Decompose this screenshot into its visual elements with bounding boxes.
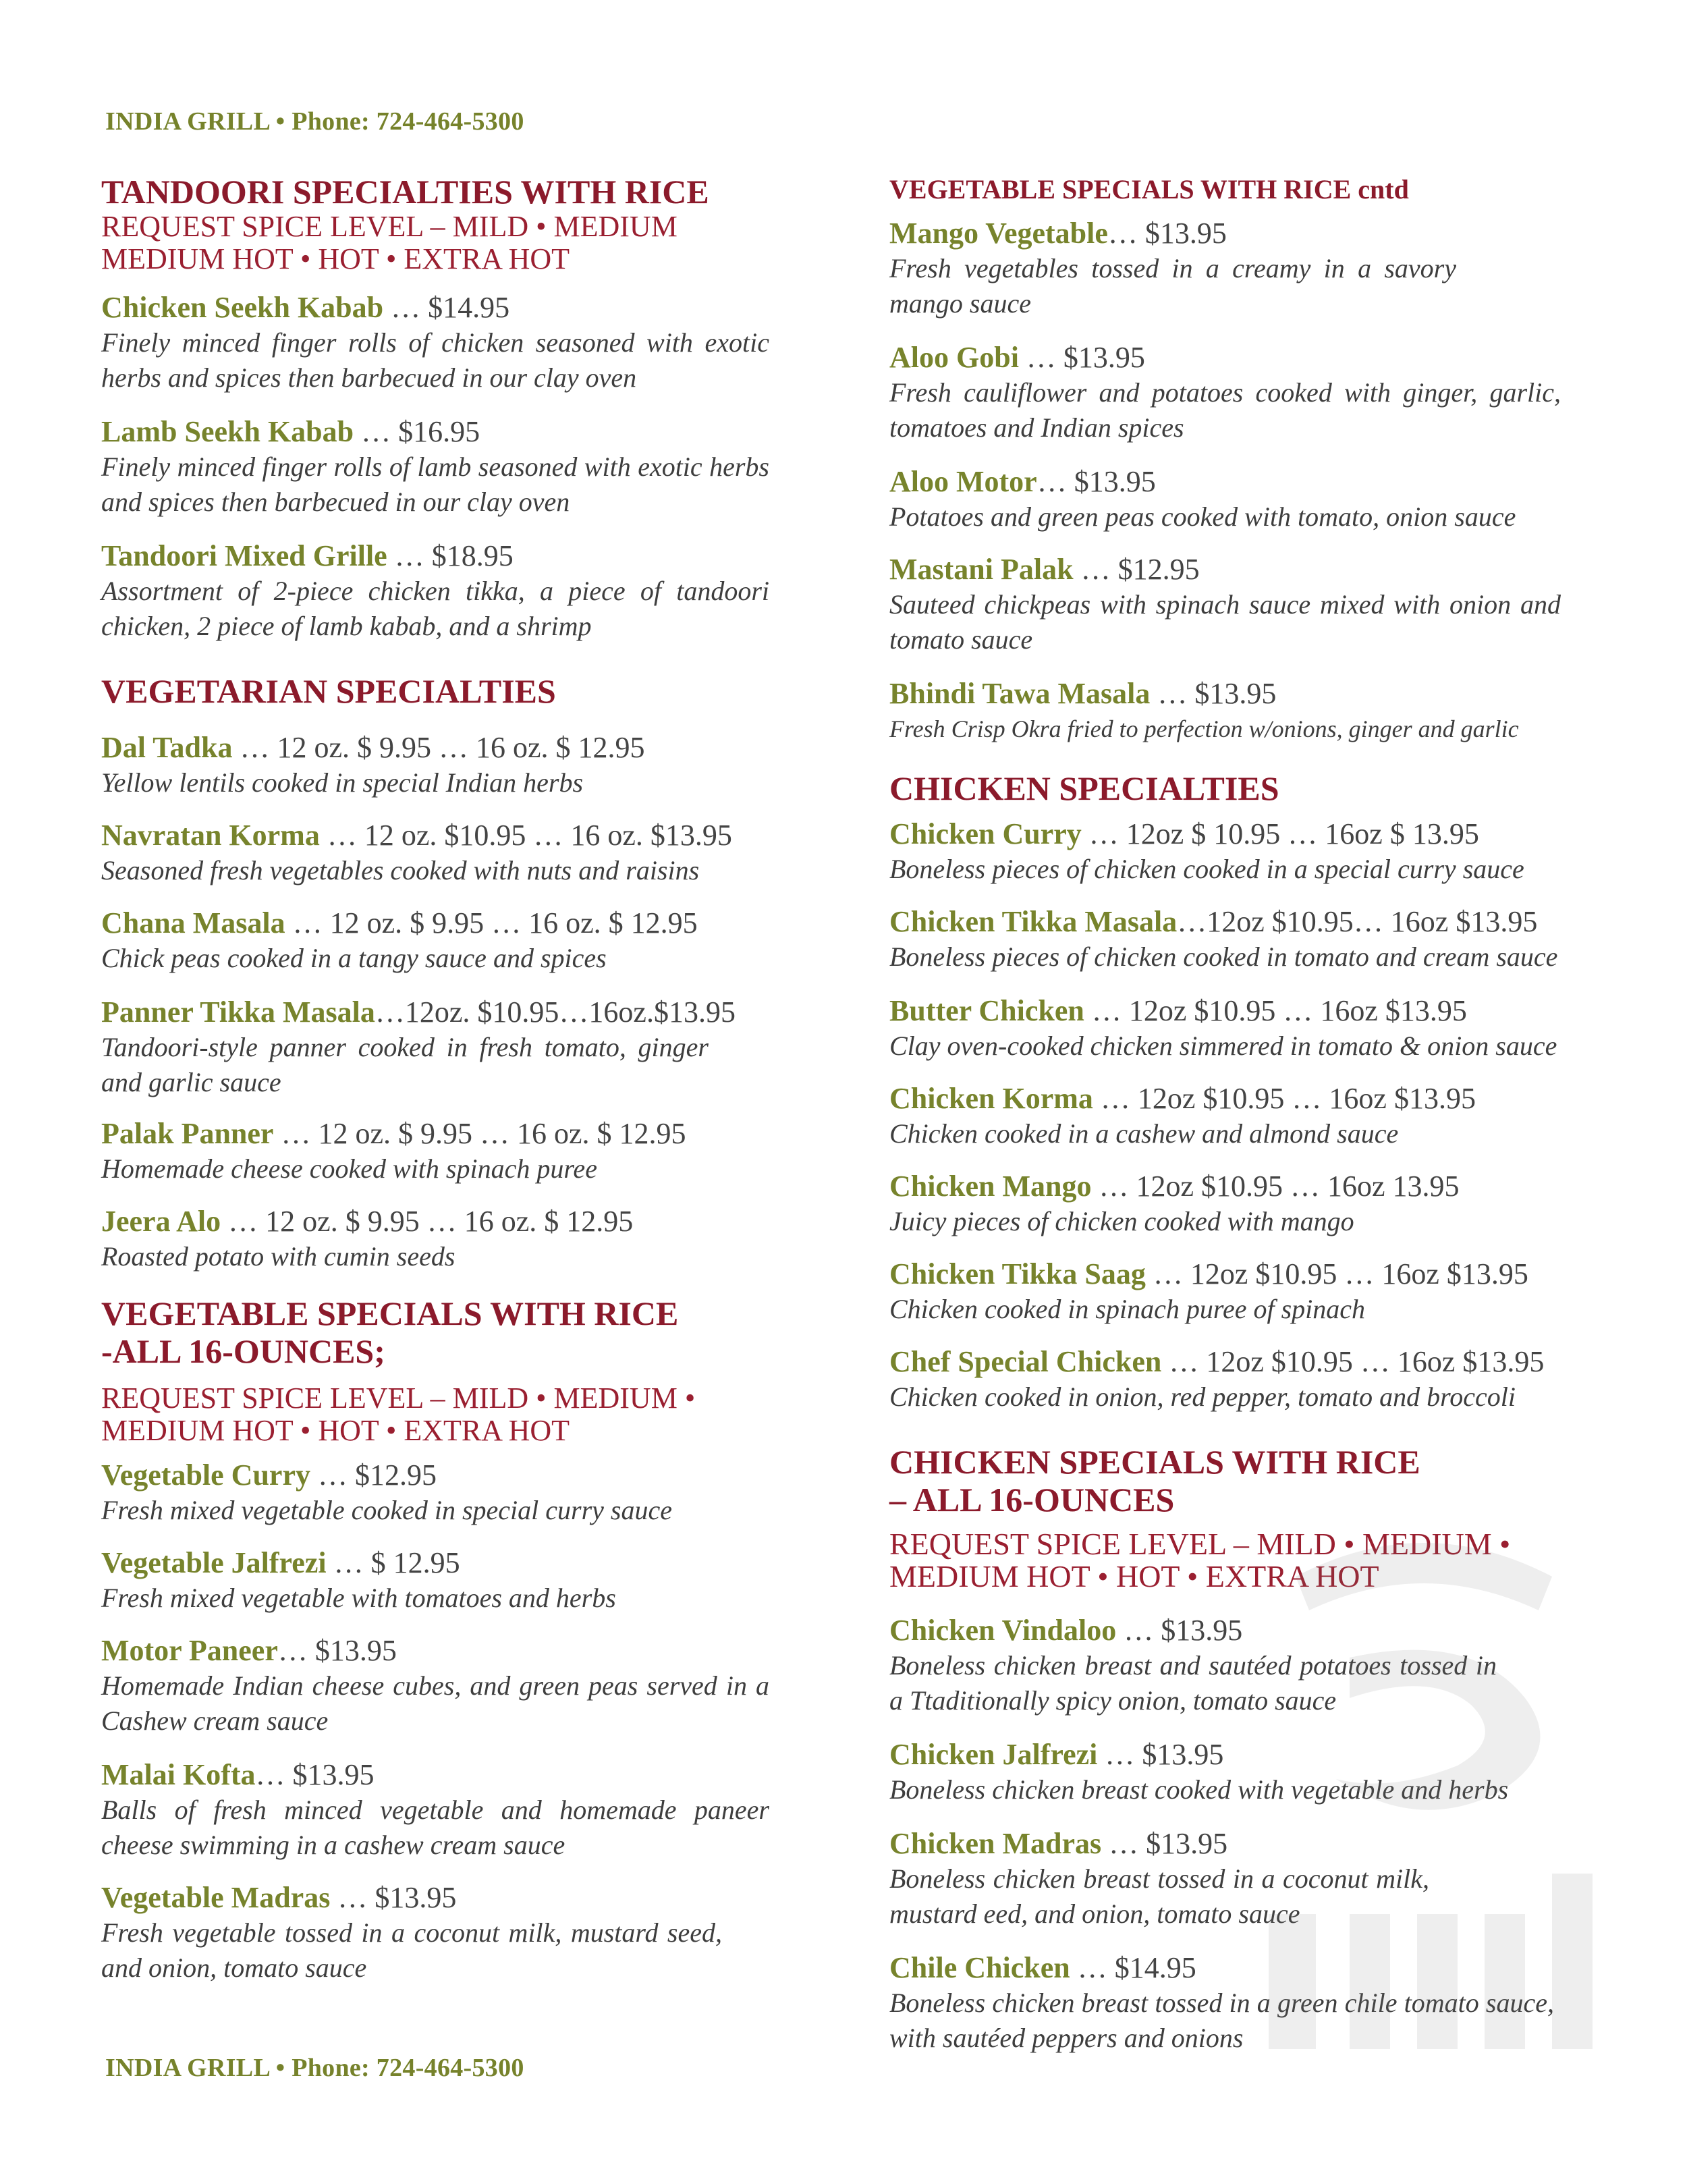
item-name: Chicken Mango <box>889 1170 1092 1203</box>
item-description: Fresh mixed vegetable cooked in special curry sauce <box>101 1495 672 1525</box>
section-title: TANDOORI SPECIALTIES WITH RICE <box>101 173 709 211</box>
menu-item <box>889 552 1561 657</box>
menu-item <box>889 340 1561 445</box>
item-name: Bhindi Tawa Masala <box>889 677 1151 710</box>
item-price: … $13.95 <box>1116 1614 1243 1647</box>
item-price: … 12oz $10.95 … 16oz 13.95 <box>1091 1170 1460 1203</box>
item-name: Mastani Palak <box>889 553 1074 586</box>
item-name: Butter Chicken <box>889 994 1084 1027</box>
servd-logo-icon <box>1215 1496 1633 2090</box>
item-description: Chick peas cooked in a tangy sauce and spices <box>101 943 607 973</box>
item-description: Boneless chicken breast cooked with vegetable and herbs <box>889 1774 1509 1805</box>
item-name: Chicken Seekh Kabab <box>101 291 384 324</box>
spice-level-note: MEDIUM HOT • HOT • EXTRA HOT <box>889 1559 1379 1593</box>
item-description: Juicy pieces of chicken cooked with mango <box>889 1206 1354 1236</box>
menu-item <box>101 1757 769 1863</box>
spice-level-note: REQUEST SPICE LEVEL – MILD • MEDIUM • <box>889 1527 1511 1561</box>
section-title-sub: -ALL 16-OUNCES; <box>101 1332 385 1370</box>
menu-item <box>101 414 769 520</box>
item-price: … 12 oz. $ 9.95 … 16 oz. $ 12.95 <box>273 1117 686 1150</box>
item-description: Chicken cooked in a cashew and almond sauce <box>889 1118 1399 1149</box>
menu-item <box>889 1257 1561 1327</box>
item-description: Balls of fresh minced vegetable and homemade paneer cheese swimming in a cashew cream sauce <box>101 1795 769 1860</box>
item-name: Vegetable Curry <box>101 1458 310 1492</box>
item-description: Finely minced finger rolls of chicken seasoned with exotic herbs and spices then barbecued in our clay oven <box>101 327 769 393</box>
item-price: … $13.95 <box>1101 1827 1228 1860</box>
item-price: …12oz. $10.95…16oz.$13.95 <box>375 995 736 1029</box>
spice-level-note: REQUEST SPICE LEVEL – MILD • MEDIUM • <box>101 1382 696 1415</box>
item-name: Dal Tadka <box>101 731 233 764</box>
section-title: CHICKEN SPECIALTIES <box>889 769 1279 807</box>
item-description: Boneless chicken breast tossed in a green chile tomato sauce, with sautéed peppers and onions <box>889 1988 1554 2053</box>
item-price: … $13.95 <box>1097 1738 1224 1771</box>
item-name: Chicken Tikka Masala <box>889 905 1178 938</box>
item-price: … 12 oz. $ 9.95 … 16 oz. $ 12.95 <box>232 731 645 764</box>
item-name: Chicken Tikka Saag <box>889 1257 1146 1290</box>
item-description: Fresh mixed vegetable with tomatoes and herbs <box>101 1583 616 1613</box>
item-price: … $13.95 <box>255 1758 375 1791</box>
item-description: Chicken cooked in spinach puree of spinach <box>889 1294 1365 1324</box>
item-name: Chile Chicken <box>889 1951 1070 1984</box>
item-description: Sauteed chickpeas with spinach sauce mixed with onion and tomato sauce <box>889 589 1561 655</box>
menu-item <box>889 1344 1561 1415</box>
item-description: Clay oven-cooked chicken simmered in tomato & onion sauce <box>889 1031 1557 1061</box>
item-description: Fresh Crisp Okra fried to perfection w/onions, ginger and garlic <box>889 715 1519 742</box>
menu-item <box>889 216 1456 321</box>
menu-item <box>889 993 1561 1064</box>
section-title: CHICKEN SPECIALS WITH RICE <box>889 1443 1420 1481</box>
item-price: … 12oz $10.95 … 16oz $13.95 <box>1084 994 1467 1027</box>
menu-item <box>889 1081 1561 1151</box>
section-title: VEGETABLE SPECIALS WITH RICE cntd <box>889 174 1409 204</box>
item-name: Aloo Gobi <box>889 341 1019 374</box>
item-description: Boneless pieces of chicken cooked in a special curry sauce <box>889 854 1524 884</box>
item-description: Tandoori-style panner cooked in fresh tomato, ginger and garlic sauce <box>101 1032 709 1097</box>
section-title: VEGETABLE SPECIALS WITH RICE <box>101 1294 679 1332</box>
menu-item <box>101 1546 769 1616</box>
item-description: Chicken cooked in onion, red pepper, tomato and broccoli <box>889 1382 1516 1412</box>
item-price: …12oz $10.95… 16oz $13.95 <box>1177 905 1538 938</box>
item-name: Chicken Korma <box>889 1082 1093 1115</box>
item-price: … 12 oz. $10.95 … 16 oz. $13.95 <box>319 819 732 852</box>
item-description: Fresh vegetables tossed in a creamy in a savory mango sauce <box>889 253 1456 319</box>
item-price: … $ 12.95 <box>326 1546 460 1579</box>
item-name: Chicken Vindaloo <box>889 1614 1117 1647</box>
item-name: Panner Tikka Masala <box>101 995 375 1029</box>
item-name: Chicken Madras <box>889 1827 1102 1860</box>
item-description: Finely minced finger rolls of lamb seasoned with exotic herbs and spices then barbecued in our clay oven <box>101 452 769 517</box>
item-name: Chicken Curry <box>889 817 1082 850</box>
menu-item <box>101 906 769 976</box>
item-price: … $13.95 <box>277 1634 397 1667</box>
menu-item <box>101 1116 769 1186</box>
item-description: Potatoes and green peas cooked with tomato, onion sauce <box>889 501 1516 532</box>
item-name: Vegetable Jalfrezi <box>101 1546 327 1579</box>
item-price: … 12 oz. $ 9.95 … 16 oz. $ 12.95 <box>285 906 698 939</box>
section-title: VEGETARIAN SPECIALTIES <box>101 672 556 710</box>
menu-item <box>101 1880 722 1986</box>
item-price: … $18.95 <box>387 539 514 572</box>
menu-item <box>101 290 769 395</box>
item-name: Aloo Motor <box>889 465 1037 498</box>
item-price: … $12.95 <box>310 1458 437 1492</box>
item-description: Fresh cauliflower and potatoes cooked with ginger, garlic, tomatoes and Indian spices <box>889 377 1561 443</box>
item-price: … 12oz $10.95 … 16oz $13.95 <box>1093 1082 1476 1115</box>
section-vegetable-specials-cntd <box>889 174 1561 205</box>
section-vegetable-specials <box>101 1294 769 1447</box>
menu-item <box>101 539 769 644</box>
item-name: Chana Masala <box>101 906 285 939</box>
page-header: INDIA GRILL • Phone: 724-464-5300 <box>105 107 524 136</box>
menu-item <box>101 818 769 888</box>
menu-item <box>889 676 1561 746</box>
item-price: … $16.95 <box>354 415 480 448</box>
item-name: Chef Special Chicken <box>889 1345 1162 1378</box>
section-tandoori <box>101 173 769 275</box>
item-price: … $14.95 <box>383 291 510 324</box>
section-chicken <box>889 769 1561 807</box>
item-name: Motor Paneer <box>101 1634 278 1667</box>
item-price: … 12oz $10.95 … 16oz $13.95 <box>1145 1257 1528 1290</box>
menu-item <box>101 995 736 1100</box>
item-name: Malai Kofta <box>101 1758 256 1791</box>
item-name: Jeera Alo <box>101 1205 221 1238</box>
item-price: … $12.95 <box>1073 553 1200 586</box>
menu-item <box>101 1458 769 1528</box>
item-price: … 12oz $ 10.95 … 16oz $ 13.95 <box>1081 817 1479 850</box>
item-description: Homemade cheese cooked with spinach puree <box>101 1153 597 1184</box>
item-description: Roasted potato with cumin seeds <box>101 1241 455 1272</box>
menu-item <box>101 730 769 800</box>
item-name: Navratan Korma <box>101 819 320 852</box>
menu-item <box>889 464 1561 535</box>
item-description: Assortment of 2-piece chicken tikka, a piece of tandoori chicken, 2 piece of lamb kabab, and a shrimp <box>101 576 769 641</box>
item-description: Boneless chicken breast tossed in a coconut milk, mustard eed, and onion, tomato sauce <box>889 1863 1429 1929</box>
item-description: Seasoned fresh vegetables cooked with nuts and raisins <box>101 855 700 885</box>
page-footer: INDIA GRILL • Phone: 724-464-5300 <box>105 2054 524 2082</box>
menu-item <box>889 904 1561 975</box>
section-title-sub: – ALL 16-OUNCES <box>889 1481 1175 1519</box>
item-name: Mango Vegetable <box>889 217 1108 250</box>
item-description: Yellow lentils cooked in special Indian herbs <box>101 767 584 798</box>
item-description: Boneless chicken breast and sautéed potatoes tossed in a Ttaditionally spicy onion, tomato sauce <box>889 1650 1497 1716</box>
spice-level-note: REQUEST SPICE LEVEL – MILD • MEDIUM <box>101 210 677 243</box>
item-name: Palak Panner <box>101 1117 274 1150</box>
item-price: … $14.95 <box>1070 1951 1196 1984</box>
menu-item <box>101 1633 769 1739</box>
item-description: Fresh vegetable tossed in a coconut milk, mustard seed, and onion, tomato sauce <box>101 1917 722 1983</box>
item-price: … 12oz $10.95 … 16oz $13.95 <box>1161 1345 1545 1378</box>
item-name: Vegetable Madras <box>101 1881 331 1914</box>
item-description: Homemade Indian cheese cubes, and green peas served in a Cashew cream sauce <box>101 1670 769 1736</box>
menu-item <box>889 1169 1561 1239</box>
item-price: … 12 oz. $ 9.95 … 16 oz. $ 12.95 <box>221 1205 634 1238</box>
item-price: … $13.95 <box>1036 465 1156 498</box>
item-price: … $13.95 <box>1018 341 1145 374</box>
item-description: Boneless pieces of chicken cooked in tomato and cream sauce <box>889 941 1558 972</box>
menu-item <box>889 817 1561 887</box>
spice-level-note: MEDIUM HOT • HOT • EXTRA HOT <box>101 1414 570 1447</box>
item-name: Chicken Jalfrezi <box>889 1738 1098 1771</box>
menu-item <box>101 1204 769 1274</box>
spice-level-note: MEDIUM HOT • HOT • EXTRA HOT <box>101 242 570 275</box>
item-name: Lamb Seekh Kabab <box>101 415 354 448</box>
item-price: … $13.95 <box>1150 677 1277 710</box>
item-price: … $13.95 <box>1107 217 1227 250</box>
item-price: … $13.95 <box>330 1881 457 1914</box>
item-name: Tandoori Mixed Grille <box>101 539 387 572</box>
section-vegetarian <box>101 672 769 710</box>
